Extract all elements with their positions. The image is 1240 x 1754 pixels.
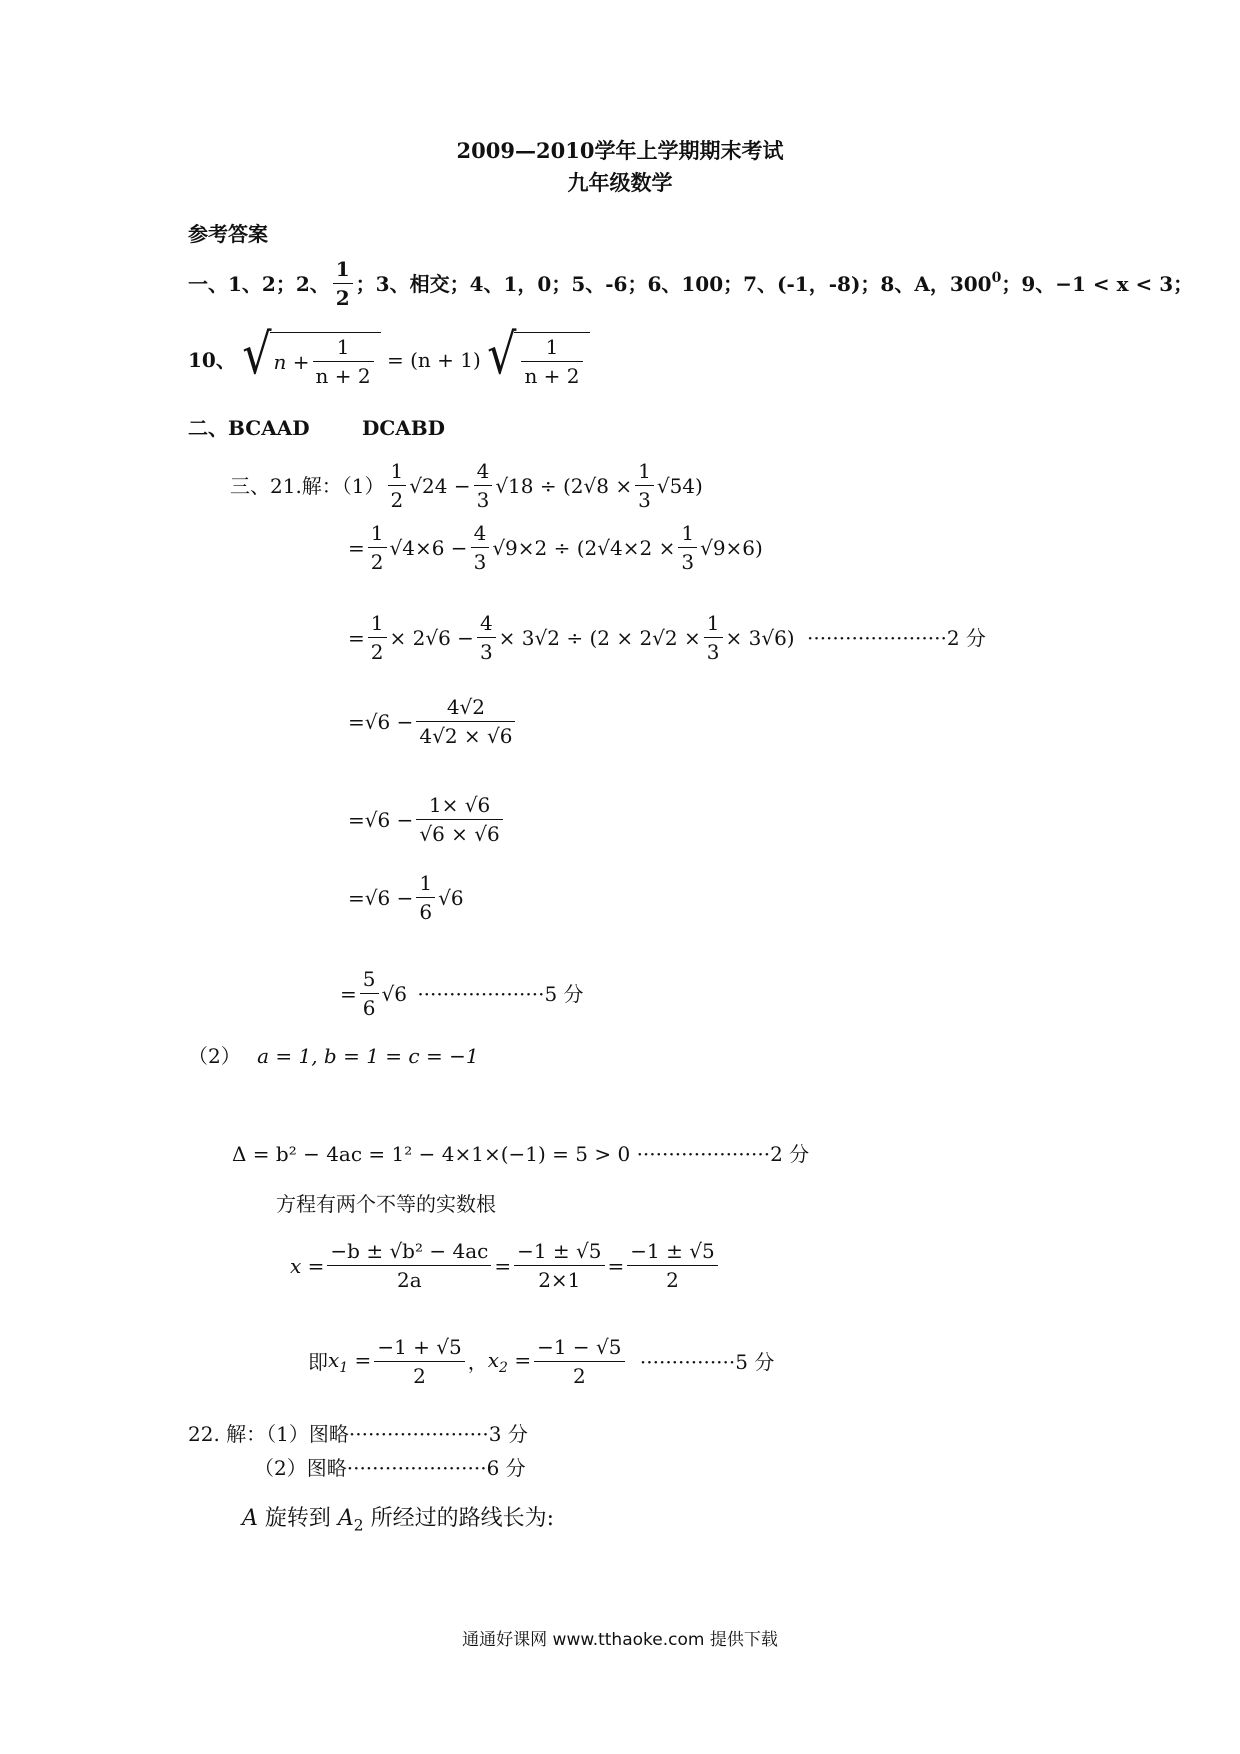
- q21-label: 三、21.解：（1）: [230, 474, 385, 498]
- q10-lhs-num: 1: [313, 336, 374, 362]
- q21-delta: [232, 1144, 809, 1164]
- q21-x1-den: 2: [413, 1364, 426, 1388]
- part1-frac-den: 2: [335, 286, 350, 310]
- part1-prefix: 一、1、2；2、: [188, 272, 330, 296]
- q10-label: 10、: [188, 348, 236, 372]
- q21-x-den3: 2: [666, 1268, 679, 1292]
- q21-s5-den: √6 × √6: [419, 822, 500, 846]
- q21-step4: [348, 696, 518, 748]
- q21-delta-score: ·····················2 分: [636, 1142, 810, 1166]
- q21-x-num3: −1 ± √5: [627, 1240, 717, 1266]
- q21-s1a: √24 −: [409, 474, 471, 498]
- q22-a: A: [242, 1506, 258, 1531]
- q21-s5-lead: =√6 −: [348, 808, 414, 832]
- q21-x1-num: −1 + √5: [374, 1336, 464, 1362]
- q10-eq: = (n + 1): [386, 348, 481, 372]
- q21-s4-den: 4√2 × √6: [419, 724, 513, 748]
- part1-fraction: [333, 258, 353, 310]
- q21-s1c: √54): [656, 474, 703, 498]
- q10-answer: [188, 321, 590, 388]
- q21-roots: 即$x_1$ = $\frac{-1 + √5}{2}$ ，$x_2$ = $\frac{-1 - √5}{2}$ ···············5 分: [308, 1335, 775, 1388]
- q21-s5-num: 1× √6: [416, 794, 502, 820]
- q21-part2-coeffs: [188, 1046, 479, 1066]
- part2-answers-a: 二、BCAAD: [188, 416, 310, 440]
- q21-x2-den: 2: [572, 1364, 586, 1388]
- q21-x-den2: 2×1: [538, 1268, 581, 1292]
- q21-s2c: √9×6): [700, 536, 763, 560]
- part1-frac-num: 1: [333, 258, 353, 284]
- q21-step3: = $\frac{1}{2}$ × 2√6 − $\frac{4}{3}$ × 3√2 ÷ (2 × 2√2 × $\frac{1}{3}$ × 3√6) ······················2 分: [348, 611, 986, 664]
- q10-lhs-n: n +: [273, 350, 310, 374]
- q10-lhs-den: n + 2: [315, 364, 371, 388]
- q21-s3c: × 3√6): [725, 626, 795, 650]
- part1-answers: [188, 258, 1193, 310]
- q21-x2-num: −1 − √5: [534, 1336, 624, 1362]
- q21-roots-score: ···············5 分: [639, 1350, 775, 1374]
- q21-step1: 三、21.解：（1） $\frac{1}{2}$ √24 − $\frac{4}{3}$ √18 ÷ (2√8 × $\frac{1}{3}$ √54): [230, 459, 703, 512]
- q22-text2: 所经过的路线长为:: [363, 1506, 554, 1531]
- q21-s4-num: 4√2: [416, 696, 515, 722]
- q21-delta-eq: Δ = b² − 4ac = 1² − 4×1×(−1) = 5 > 0: [232, 1142, 631, 1166]
- q10-rhs-den: n + 2: [524, 364, 580, 388]
- page-footer: 通通好课网 www.tthaoke.com 提供下载: [462, 1630, 778, 1650]
- q21-step6: =√6 − $\frac{1}{6}$ √6: [348, 871, 464, 924]
- q22-a2-sub: 2: [353, 1516, 364, 1535]
- q21-s3a: × 2√6 −: [389, 626, 474, 650]
- q21-ji: 即: [308, 1350, 328, 1374]
- q21-part2-vals: a = 1, b = 1 = c = −1: [257, 1044, 479, 1068]
- q22-line2: （2）图略······················6 分: [254, 1456, 526, 1480]
- q21-quadratic-formula: x = $\frac{\text{−b ± √b² − 4ac}}{2a}$ = $\frac{-1 \pm √5}{2\times 1}$ = $\frac{-1 \pm √5}{2}$: [290, 1240, 721, 1292]
- q21-s2a: √4×6 −: [389, 536, 468, 560]
- q21-s3-score: ······················2 分: [806, 626, 986, 650]
- q21-s1b: √18 ÷ (2√8 ×: [495, 474, 633, 498]
- answer-heading: 参考答案: [188, 222, 268, 246]
- q21-s3b: × 3√2 ÷ (2 × 2√2 ×: [498, 626, 701, 650]
- q21-x-lead: x =: [290, 1254, 325, 1278]
- q21-part2-label: （2）: [188, 1044, 241, 1068]
- q10-rhs-num: 1: [521, 336, 582, 362]
- q21-x-num2: −1 ± √5: [514, 1240, 604, 1266]
- part1-degree: 0: [991, 269, 1002, 286]
- q21-s7-score: ····················5 分: [417, 982, 584, 1006]
- q22-a2: A: [337, 1506, 354, 1531]
- q21-roots-text: 方程有两个不等的实数根: [276, 1192, 496, 1216]
- part1-rest: ；3、相交；4、1，0；5、-6；6、100；7、(-1，-8)；8、A，300: [355, 272, 992, 296]
- q21-x-num1: −b ± √b² − 4ac: [327, 1240, 491, 1266]
- q21-s7-tail: √6: [381, 982, 407, 1006]
- q21-s4-lead: =√6 −: [348, 710, 414, 734]
- q10-lhs-sqrt: √ n + $\frac{1}{n + 2}$: [242, 332, 380, 388]
- exam-subtitle: 九年级数学: [567, 170, 673, 195]
- q21-step5: [348, 794, 506, 846]
- q21-s6-lead: =√6 −: [348, 886, 414, 910]
- q22-line3: [242, 1508, 554, 1534]
- q21-s6-tail: √6: [438, 886, 464, 910]
- part1-q9: ；9、−1 < x < 3；: [1001, 272, 1194, 296]
- q21-x-den1: 2a: [397, 1268, 422, 1292]
- q22-line1: 22. 解：（1）图略······················3 分: [188, 1422, 528, 1446]
- q21-step7: = $\frac{5}{6}$ √6 ····················5 分: [340, 967, 584, 1020]
- q21-s2b: √9×2 ÷ (2√4×2 ×: [492, 536, 676, 560]
- q22-text1: 旋转到: [257, 1506, 338, 1531]
- q21-step2: = $\frac{1}{2}$ √4×6 − $\frac{4}{3}$ √9×2 ÷ (2√4×2 × $\frac{1}{3}$ √9×6): [348, 521, 763, 574]
- exam-title: 2009—2010学年上学期期末考试: [456, 138, 784, 163]
- q10-rhs-sqrt: √ $\frac{1}{n + 2}$: [487, 332, 589, 388]
- part2-answers-b: DCABD: [362, 416, 446, 440]
